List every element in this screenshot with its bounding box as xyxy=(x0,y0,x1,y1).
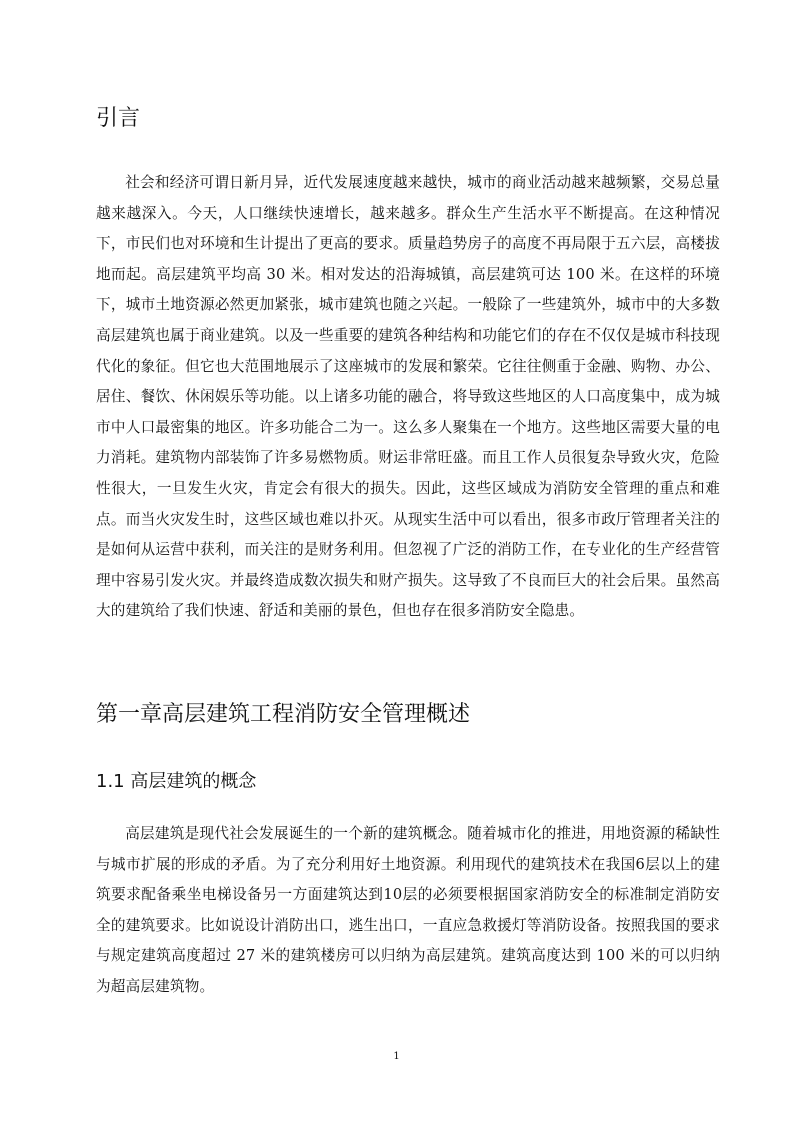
chapter-heading: 第一章高层建筑工程消防安全管理概述 xyxy=(96,702,471,727)
section-paragraph: 高层建筑是现代社会发展诞生的一个新的建筑概念。随着城市化的推进，用地资源的稀缺性与城市扩展的形成的矛盾。为了充分利用好土地资源。利用现代的建筑技术在我国6层以上的建筑要求配备乘坐电梯设备另一方面建筑达到10层的必须要根据国家消防安全的标准制定消防安全的建筑要求。比如说设计消防出口，逃生出口，一直应急救援灯等消防设备。按照我国的要求与规定建筑高度超过 27 米的建筑楼房可以归纳为高层建筑。建筑高度达到 100 米的可以归纳为超高层建筑物。 xyxy=(96,825,720,995)
intro-paragraph: 社会和经济可谓日新月异，近代发展速度越来越快，城市的商业活动越来越频繁，交易总量越来越深入。今天，人口继续快速增长，越来越多。群众生产生活水平不断提高。在这种情况下，市民们也对环境和生计提出了更高的要求。质量趋势房子的高度不再局限于五六层，高楼拔地而起。高层建筑平均高 30 米。相对发达的沿海城镇，高层建筑可达 100 米。在这样的环境下，城市土地资源必然更加紧张，城市建筑也随之兴起。一般除了一些建筑外，城市中的大多数高层建筑也属于商业建筑。以及一些重要的建筑各种结构和功能它们的存在不仅仅是城市科技现代化的象征。但它也大范围地展示了这座城市的发展和繁荣。它往往侧重于金融、购物、办公、居住、餐饮、休闲娱乐等功能。以上诸多功能的融合，将导致这些地区的人口高度集中，成为城市中人口最密集的地区。许多功能合二为一。这么多人聚集在一个地方。这些地区需要大量的电力消耗。建筑物内部装饰了许多易燃物质。财运非常旺盛。而且工作人员很复杂导致火灾，危险性很大，一旦发生火灾，肯定会有很大的损失。因此，这些区域成为消防安全管理的重点和难点。而当火灾发生时，这些区域也难以扑灭。从现实生活中可以看出，很多市政厅管理者关注的是如何从运营中获利，而关注的是财务利用。但忽视了广泛的消防工作，在专业化的生产经营管理中容易引发火灾。并最终造成数次损失和财产损失。这导致了不良而巨大的社会后果。虽然高大的建筑给了我们快速、舒适和美丽的景色，但也存在很多消防安全隐患。 xyxy=(96,174,720,620)
page-number: 1 xyxy=(393,1051,400,1062)
intro-heading: 引言 xyxy=(96,106,141,131)
section-heading: 1.1 高层建筑的概念 xyxy=(96,771,257,792)
